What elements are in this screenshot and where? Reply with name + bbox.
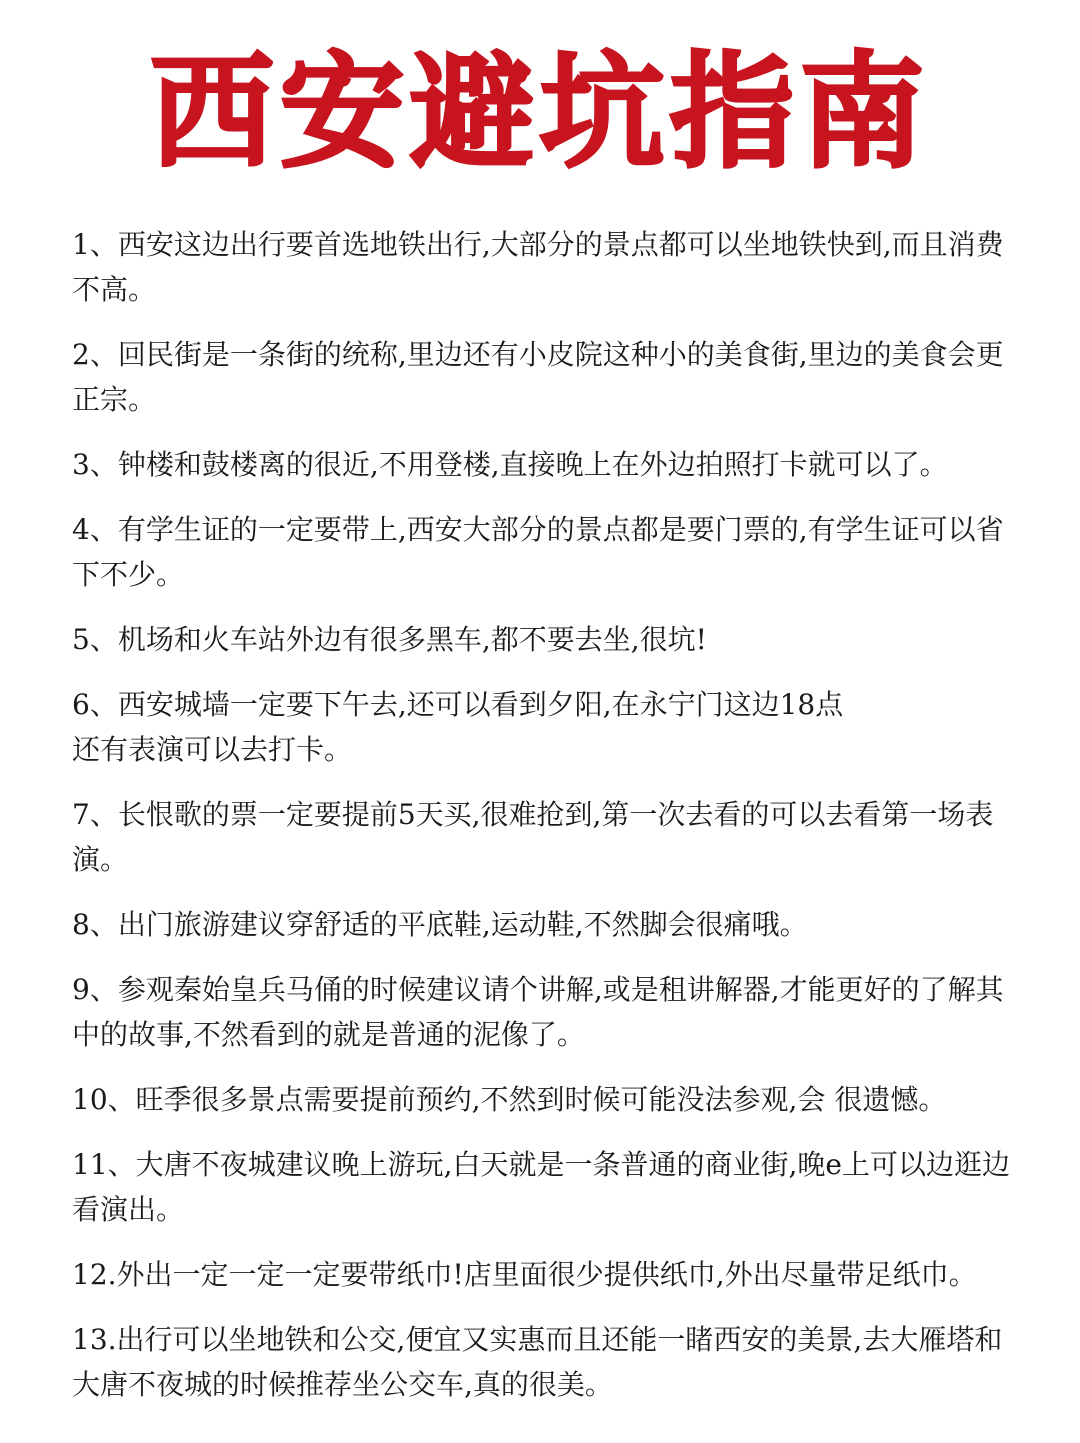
page-title: 西安避坑指南 (149, 41, 930, 185)
tip-item-13: 13.出行可以坐地铁和公交,便宜又实惠而且还能一睹西安的美景,去大雁塔和大唐不夜城的时候推荐坐公交车,真的很美。 (72, 1323, 1003, 1401)
tip-item-11: 11、大唐不夜城建议晚上游玩,白天就是一条普通的商业街,晚e上可以边逛边看演出。 (72, 1148, 1011, 1226)
tip-item-2: 2、回民街是一条街的统称,里边还有小皮院这种小的美食街,里边的美食会更正宗。 (72, 338, 1004, 416)
tip-item-10: 10、旺季很多景点需要提前预约,不然到时候可能没法参观,会 很遗憾。 (72, 1083, 947, 1116)
tip-item-6: 6、西安城墙一定要下午去,还可以看到夕阳,在永宁门这边18点还有表演可以去打卡。 (72, 688, 844, 766)
tip-item-12: 12.外出一定一定一定要带纸巾!店里面很少提供纸巾,外出尽量带足纸巾。 (72, 1258, 977, 1291)
tip-item-1: 1、西安这边出行要首选地铁出行,大部分的景点都可以坐地铁快到,而且消费不高。 (72, 228, 1004, 306)
tips-list (72, 222, 1022, 1427)
tip-item-4: 4、有学生证的一定要带上,西安大部分的景点都是要门票的,有学生证可以省下不少。 (72, 513, 1004, 591)
tip-item-8: 8、出门旅游建议穿舒适的平底鞋,运动鞋,不然脚会很痛哦。 (72, 908, 808, 941)
tip-item-3: 3、钟楼和鼓楼离的很近,不用登楼,直接晚上在外边拍照打卡就可以了。 (72, 448, 948, 481)
tip-item-5: 5、机场和火车站外边有很多黑车,都不要去坐,很坑! (72, 623, 707, 656)
tip-item-7: 7、长恨歌的票一定要提前5天买,很难抢到,第一次去看的可以去看第一场表演。 (72, 798, 994, 876)
tip-item-9: 9、参观秦始皇兵马俑的时候建议请个讲解,或是租讲解器,才能更好的了解其中的故事,不然看到的就是普通的泥像了。 (72, 973, 1004, 1051)
